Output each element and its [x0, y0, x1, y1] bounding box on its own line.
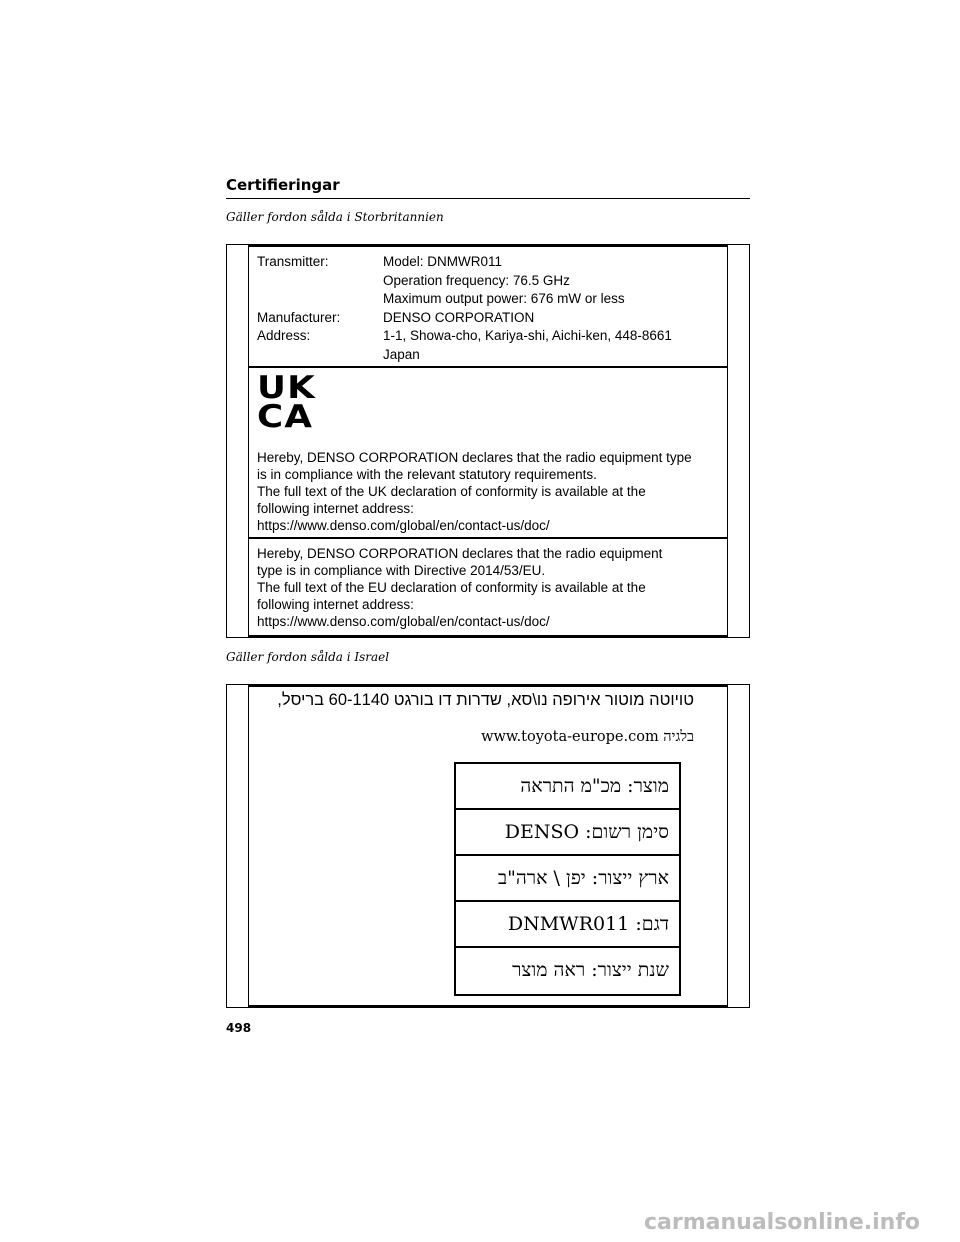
eu-line: Hereby, DENSO CORPORATION declares that the radio equipment — [257, 546, 663, 561]
israel-subheading: Gäller fordon sålda i Israel — [226, 650, 390, 664]
eu-line: following internet address: — [257, 597, 414, 612]
address-line2: Japan — [383, 346, 420, 362]
page-number: 498 — [226, 1021, 252, 1035]
israel-certificate-inner — [248, 685, 728, 1007]
address-line1: 1-1, Showa-cho, Kariya-shi, Aichi-ken, 448-8661 — [383, 328, 672, 343]
spec-section — [249, 247, 727, 368]
page-heading: Certifieringar — [226, 176, 750, 199]
ukca-line: following internet address: — [257, 501, 414, 516]
ukca-logo-line2: CA — [257, 399, 314, 435]
ukca-line: Hereby, DENSO CORPORATION declares that the radio equipment type — [257, 450, 692, 465]
hebrew-country-url: בלגיה www.toyota-europe.com — [481, 729, 694, 745]
hebrew-row: שנת ייצור: ראה מוצר — [512, 959, 669, 981]
manufacturer-label: Manufacturer: — [257, 309, 341, 325]
hebrew-info-table — [454, 762, 681, 996]
ukca-url: https://www.denso.com/global/en/contact-us/doc/ — [257, 518, 550, 533]
hebrew-row: דגם: DNMWR011 — [456, 902, 679, 948]
eu-section — [249, 539, 727, 635]
ukca-logo — [257, 370, 338, 435]
eu-line: The full text of the EU declaration of conformity is available at the — [257, 580, 646, 595]
ukca-declaration — [257, 449, 719, 534]
transmitter-label: Transmitter: — [257, 254, 329, 269]
eu-declaration — [257, 545, 719, 630]
hebrew-row: ארץ ייצור: יפן \ ארה"ב — [456, 856, 679, 902]
ukca-line: is in compliance with the relevant statutory requirements. — [257, 467, 597, 482]
hebrew-address: טויוטה מוטור אירופה נו\סא, שדרות דו בורגט 60-1140 בריסל, — [277, 691, 694, 709]
uk-subheading: Gäller fordon sålda i Storbritannien — [226, 210, 444, 224]
eu-line: type is in compliance with Directive 2014/53/EU. — [257, 563, 546, 578]
ukca-logo-line1: UK — [257, 370, 316, 406]
model-text: Model: DNMWR011 — [383, 254, 503, 269]
power-text: Maximum output power: 676 mW or less — [383, 291, 625, 306]
ukca-line: The full text of the UK declaration of conformity is available at the — [257, 484, 646, 499]
frequency-text: Operation frequency: 76.5 GHz — [383, 272, 570, 288]
uk-certificate-inner — [248, 245, 728, 637]
ukca-section — [249, 368, 727, 539]
manufacturer-text: DENSO CORPORATION — [383, 309, 535, 325]
hebrew-row: מוצר: מכ"מ התראה — [456, 764, 679, 810]
hebrew-row: סימן רשום: DENSO — [456, 810, 679, 856]
uk-certificate — [226, 244, 750, 638]
watermark: carmanualsonline.info — [644, 1210, 920, 1235]
address-label: Address: — [257, 328, 311, 343]
eu-url: https://www.denso.com/global/en/contact-us/doc/ — [257, 614, 550, 629]
israel-certificate — [226, 684, 750, 1008]
